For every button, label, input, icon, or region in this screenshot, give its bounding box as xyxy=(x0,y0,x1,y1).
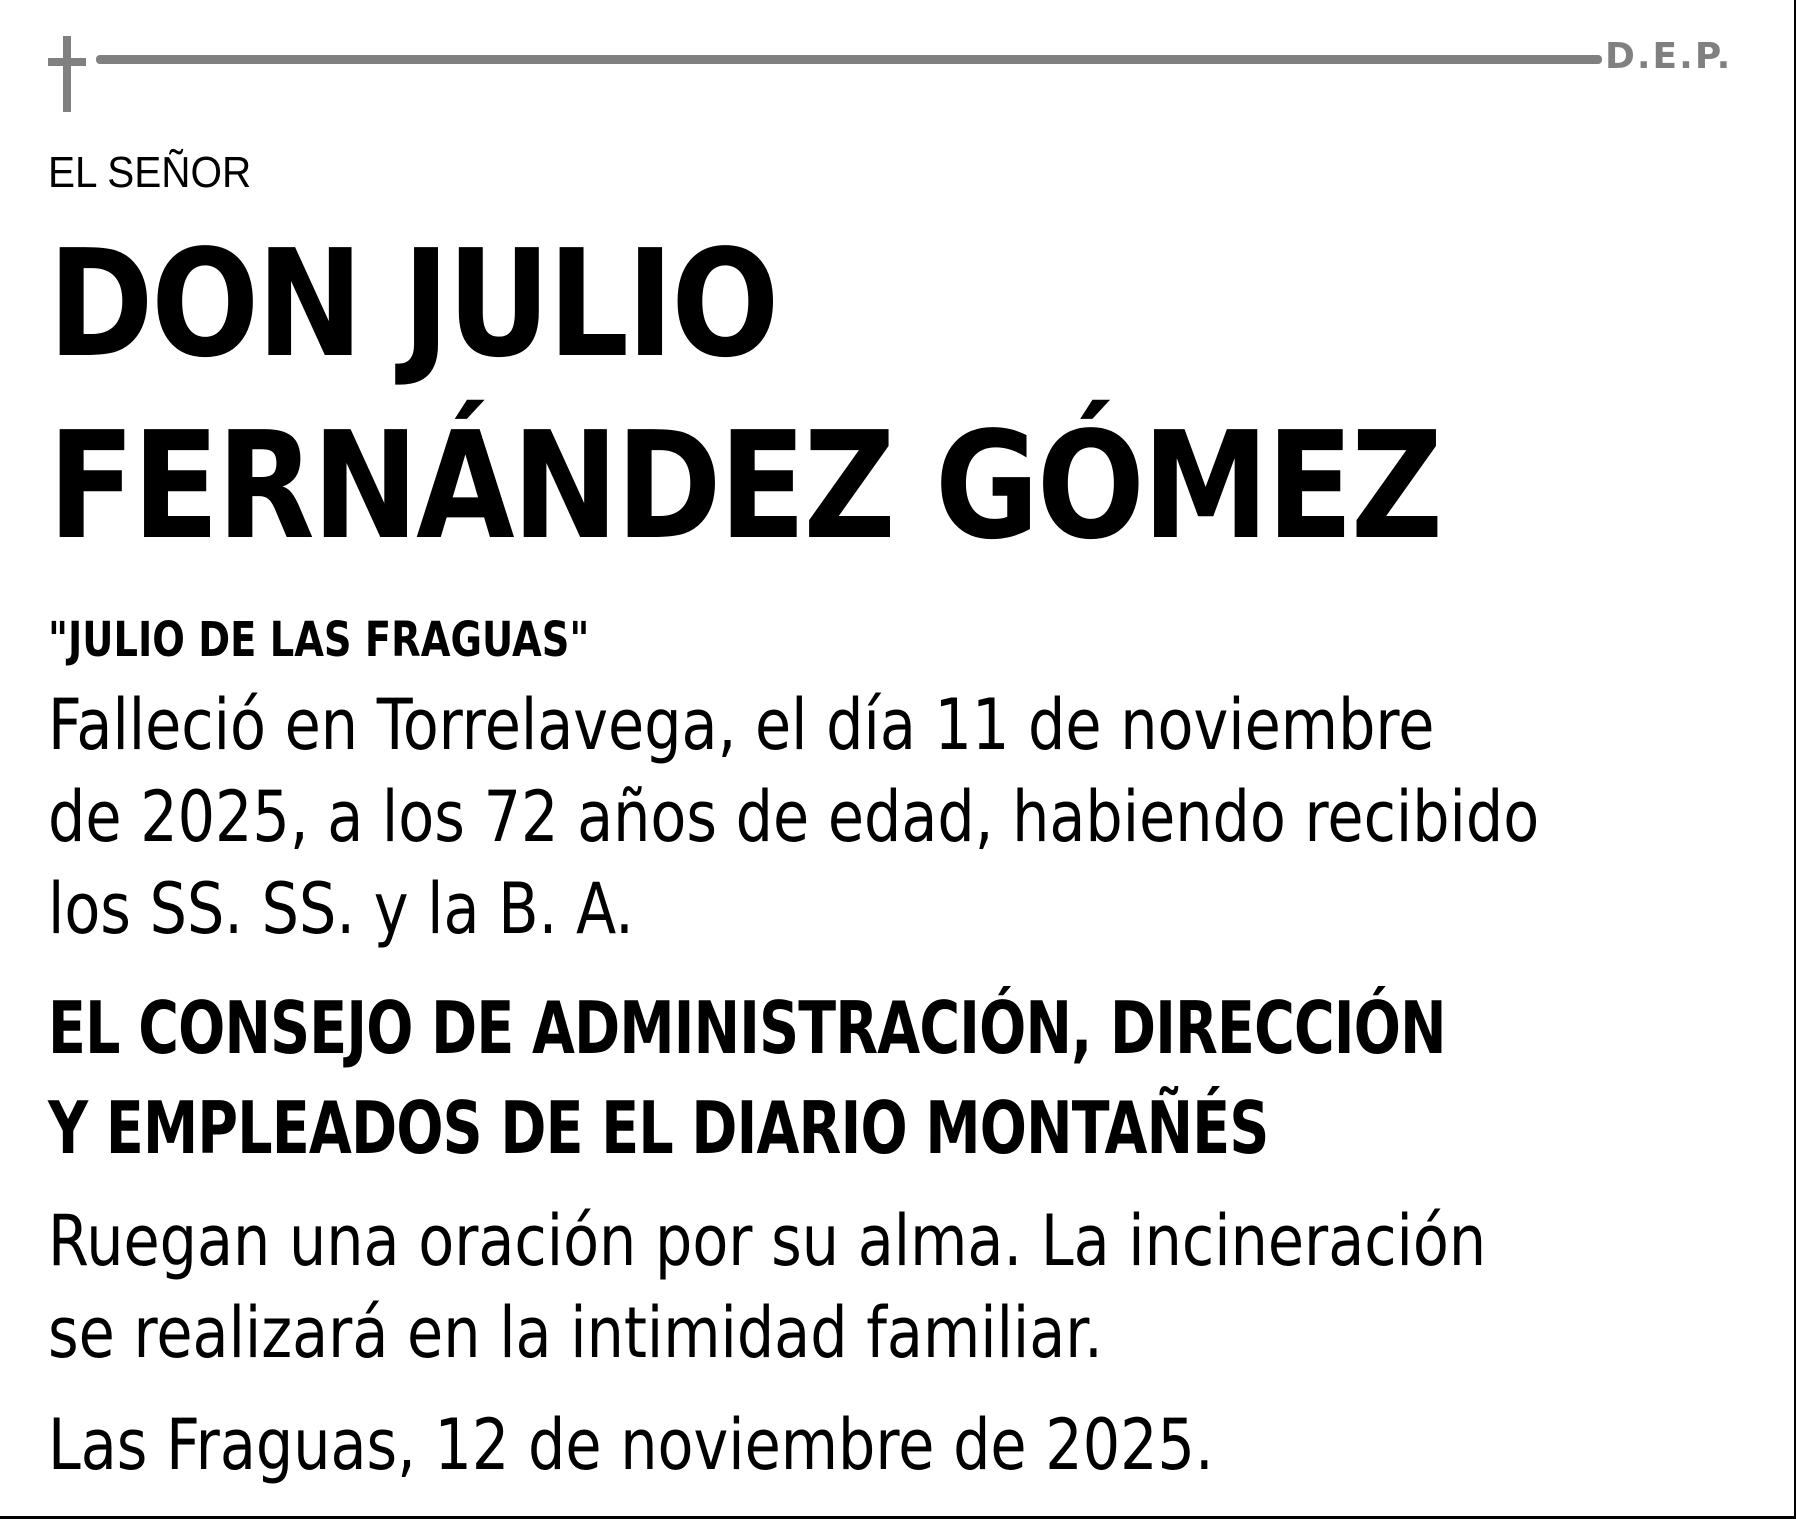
place-date: Las Fraguas, 12 de noviembre de 2025. xyxy=(48,1404,1214,1486)
request-line-2: se realizará en la intimidad familiar. xyxy=(48,1292,1103,1374)
honorific: EL SEÑOR xyxy=(48,148,252,197)
header-rule xyxy=(96,55,1602,64)
death-notice-line-2: de 2025, a los 72 años de edad, habiendo recibido xyxy=(48,776,1540,858)
nickname: "JULIO DE LAS FRAGUAS" xyxy=(48,612,590,668)
death-notice-line-3: los SS. SS. y la B. A. xyxy=(48,868,634,950)
name-line-2: FERNÁNDEZ GÓMEZ xyxy=(48,400,1441,572)
mourners-line-2: Y EMPLEADOS DE EL DIARIO MONTAÑÉS xyxy=(48,1086,1269,1170)
name-line-1: DON JULIO xyxy=(48,218,777,390)
dep-label: D.E.P. xyxy=(1605,36,1733,77)
latin-cross-icon xyxy=(48,36,86,112)
request-line-1: Ruegan una oración por su alma. La incineración xyxy=(48,1200,1487,1282)
death-notice-line-1: Falleció en Torrelavega, el día 11 de noviembre xyxy=(48,684,1435,766)
mourners-line-1: EL CONSEJO DE ADMINISTRACIÓN, DIRECCIÓN xyxy=(48,986,1446,1070)
